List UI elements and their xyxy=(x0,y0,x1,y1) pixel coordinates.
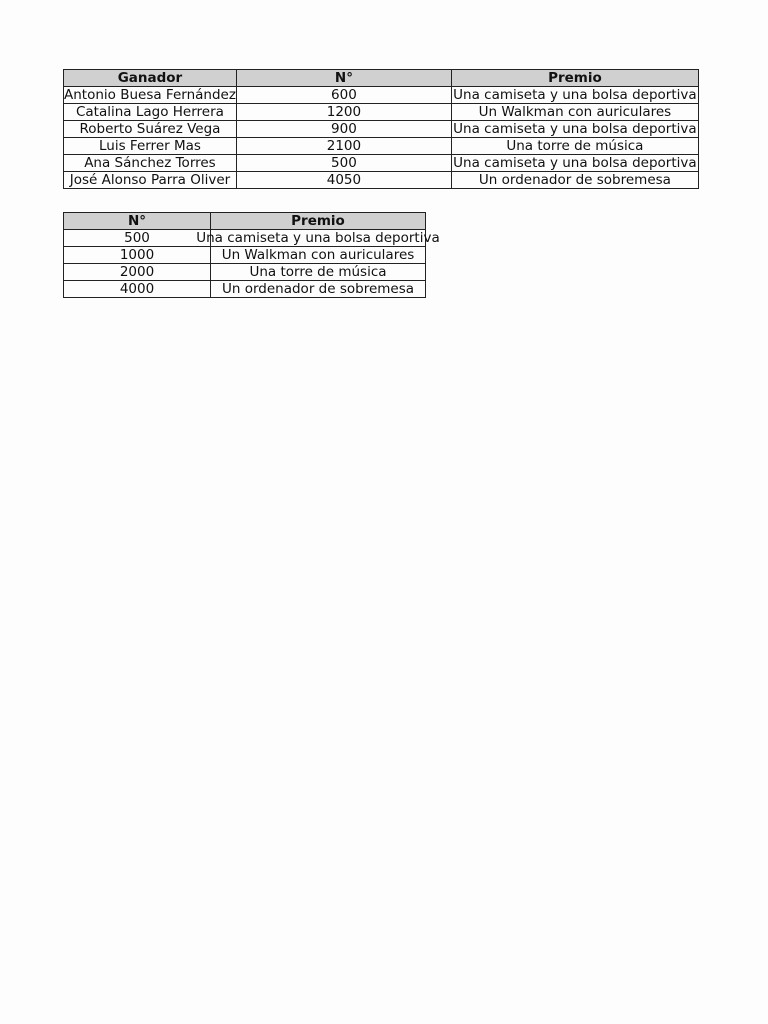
prizes-table xyxy=(63,212,440,298)
header-numero[interactable]: N° xyxy=(236,70,451,87)
table-row xyxy=(64,230,426,247)
cell-premio[interactable]: Un ordenador de sobremesa xyxy=(451,172,698,189)
cell-numero[interactable]: 2100 xyxy=(236,138,451,155)
cell-numero[interactable]: 2000 xyxy=(64,264,211,281)
header-premio[interactable]: Premio xyxy=(211,213,426,230)
cell-premio[interactable]: Un Walkman con auriculares xyxy=(451,104,698,121)
cell-ganador[interactable]: Ana Sánchez Torres xyxy=(64,155,237,172)
table-row xyxy=(64,155,699,172)
table-row xyxy=(64,121,699,138)
cell-numero[interactable]: 900 xyxy=(236,121,451,138)
cell-numero[interactable]: 500 xyxy=(64,230,211,247)
cell-premio[interactable]: Un ordenador de sobremesa xyxy=(211,281,426,298)
winners-table xyxy=(63,69,699,189)
cell-numero[interactable]: 1000 xyxy=(64,247,211,264)
header-numero[interactable]: N° xyxy=(64,213,211,230)
cell-premio[interactable]: Una camiseta y una bolsa deportiva xyxy=(453,155,697,171)
table-row xyxy=(64,281,426,298)
cell-numero[interactable]: 1200 xyxy=(236,104,451,121)
cell-premio[interactable] xyxy=(196,230,440,247)
table-row xyxy=(64,172,699,189)
cell-ganador[interactable]: Catalina Lago Herrera xyxy=(64,104,237,121)
cell-ganador[interactable]: Luis Ferrer Mas xyxy=(64,138,237,155)
table-row xyxy=(64,138,699,155)
cell-ganador[interactable]: Antonio Buesa Fernández xyxy=(64,87,236,103)
cell-numero[interactable]: 600 xyxy=(236,87,451,104)
cell-numero[interactable]: 4000 xyxy=(64,281,211,298)
table-row xyxy=(64,104,699,121)
cell-numero[interactable]: 500 xyxy=(236,155,451,172)
cell-ganador[interactable]: Roberto Suárez Vega xyxy=(64,121,237,138)
table-row xyxy=(64,247,426,264)
cell-ganador[interactable]: José Alonso Parra Oliver xyxy=(64,172,237,189)
table-row xyxy=(64,87,699,104)
header-ganador[interactable]: Ganador xyxy=(64,70,237,87)
cell-premio[interactable]: Una torre de música xyxy=(211,264,426,281)
prizes-header-row xyxy=(64,213,426,230)
table-row xyxy=(64,264,426,281)
cell-premio[interactable]: Una camiseta y una bolsa deportiva xyxy=(453,121,697,137)
cell-numero[interactable]: 4050 xyxy=(236,172,451,189)
cell-premio[interactable]: Un Walkman con auriculares xyxy=(211,247,426,264)
cell-premio-text: Una camiseta y una bolsa deportiva xyxy=(196,230,440,246)
cell-premio[interactable]: Una camiseta y una bolsa deportiva xyxy=(453,87,697,103)
header-premio[interactable]: Premio xyxy=(451,70,698,87)
cell-premio[interactable]: Una torre de música xyxy=(451,138,698,155)
winners-header-row xyxy=(64,70,699,87)
